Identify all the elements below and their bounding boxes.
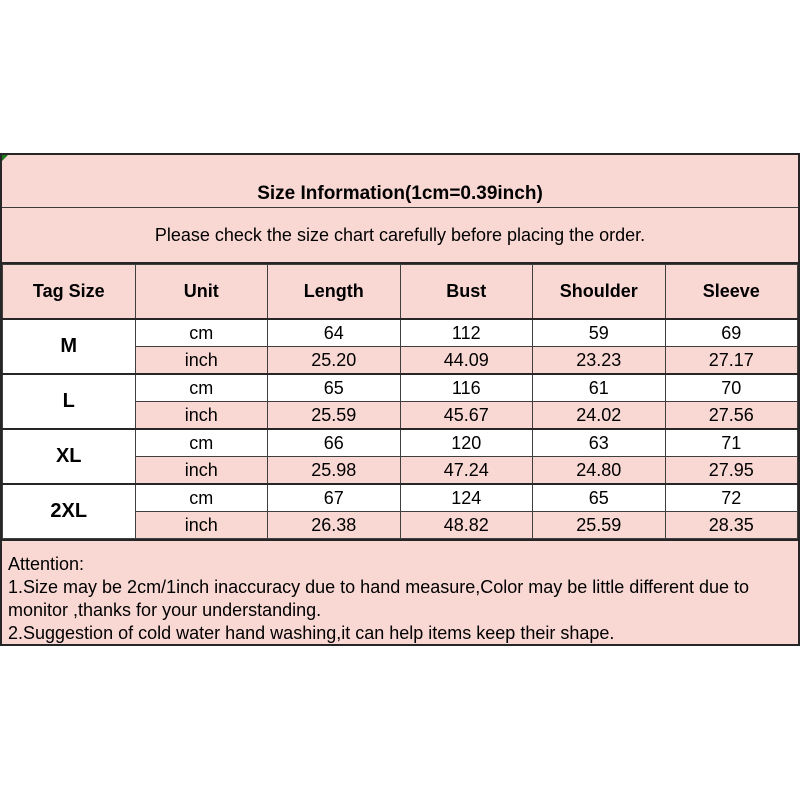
table-row-l-cm bbox=[3, 374, 798, 402]
table-row-2xl-cm bbox=[3, 484, 798, 512]
attention-line-3: 2.Suggestion of cold water hand washing,it can help items keep their shape. bbox=[8, 623, 615, 643]
value-2xl-sleeve-inch: 28.35 bbox=[665, 512, 798, 539]
value-m-shoulder-cm: 59 bbox=[533, 319, 666, 347]
unit-label-cm: cm bbox=[135, 484, 268, 512]
value-m-length-inch: 25.20 bbox=[268, 347, 401, 375]
col-header-sleeve: Sleeve bbox=[665, 265, 798, 320]
value-xl-length-cm: 66 bbox=[268, 429, 401, 457]
value-xl-shoulder-cm: 63 bbox=[533, 429, 666, 457]
value-xl-sleeve-inch: 27.95 bbox=[665, 457, 798, 485]
size-table bbox=[2, 264, 798, 539]
value-m-sleeve-inch: 27.17 bbox=[665, 347, 798, 375]
value-l-bust-cm: 116 bbox=[400, 374, 533, 402]
value-2xl-length-cm: 67 bbox=[268, 484, 401, 512]
size-label-l: L bbox=[3, 374, 136, 429]
col-header-tag-size: Tag Size bbox=[3, 265, 136, 320]
value-l-length-inch: 25.59 bbox=[268, 402, 401, 430]
attention-heading: Attention: bbox=[8, 554, 85, 574]
unit-label-inch: inch bbox=[135, 512, 268, 539]
size-label-2xl: 2XL bbox=[3, 484, 136, 539]
value-xl-length-inch: 25.98 bbox=[268, 457, 401, 485]
value-xl-sleeve-cm: 71 bbox=[665, 429, 798, 457]
value-xl-shoulder-inch: 24.80 bbox=[533, 457, 666, 485]
value-l-sleeve-inch: 27.56 bbox=[665, 402, 798, 430]
unit-label-cm: cm bbox=[135, 429, 268, 457]
value-m-length-cm: 64 bbox=[268, 319, 401, 347]
unit-label-cm: cm bbox=[135, 319, 268, 347]
value-2xl-bust-cm: 124 bbox=[400, 484, 533, 512]
value-xl-bust-inch: 47.24 bbox=[400, 457, 533, 485]
sheet-corner-marker-icon bbox=[2, 155, 8, 161]
attention-line-2: monitor ,thanks for your understanding. bbox=[8, 600, 322, 620]
table-row-m-cm bbox=[3, 319, 798, 347]
value-l-shoulder-inch: 24.02 bbox=[533, 402, 666, 430]
value-2xl-length-inch: 26.38 bbox=[268, 512, 401, 539]
header-row bbox=[3, 265, 798, 320]
unit-label-inch: inch bbox=[135, 347, 268, 375]
col-header-length: Length bbox=[268, 265, 401, 320]
size-label-m: M bbox=[3, 319, 136, 374]
col-header-unit: Unit bbox=[135, 265, 268, 320]
col-header-shoulder: Shoulder bbox=[533, 265, 666, 320]
col-header-bust: Bust bbox=[400, 265, 533, 320]
chart-title: Size Information(1cm=0.39inch) bbox=[2, 155, 798, 208]
value-m-bust-cm: 112 bbox=[400, 319, 533, 347]
attention-line-1: 1.Size may be 2cm/1inch inaccuracy due to hand measure,Color may be little different due to bbox=[8, 577, 750, 597]
value-2xl-shoulder-cm: 65 bbox=[533, 484, 666, 512]
unit-label-cm: cm bbox=[135, 374, 268, 402]
unit-label-inch: inch bbox=[135, 457, 268, 485]
table-row-xl-cm bbox=[3, 429, 798, 457]
value-2xl-sleeve-cm: 72 bbox=[665, 484, 798, 512]
value-m-bust-inch: 44.09 bbox=[400, 347, 533, 375]
value-xl-bust-cm: 120 bbox=[400, 429, 533, 457]
value-l-length-cm: 65 bbox=[268, 374, 401, 402]
unit-label-inch: inch bbox=[135, 402, 268, 430]
size-label-xl: XL bbox=[3, 429, 136, 484]
attention-note bbox=[2, 539, 798, 644]
value-2xl-bust-inch: 48.82 bbox=[400, 512, 533, 539]
value-l-bust-inch: 45.67 bbox=[400, 402, 533, 430]
value-m-shoulder-inch: 23.23 bbox=[533, 347, 666, 375]
value-m-sleeve-cm: 69 bbox=[665, 319, 798, 347]
chart-subtitle: Please check the size chart carefully before placing the order. bbox=[2, 208, 798, 264]
value-2xl-shoulder-inch: 25.59 bbox=[533, 512, 666, 539]
size-chart-sheet bbox=[0, 153, 800, 646]
value-l-sleeve-cm: 70 bbox=[665, 374, 798, 402]
value-l-shoulder-cm: 61 bbox=[533, 374, 666, 402]
